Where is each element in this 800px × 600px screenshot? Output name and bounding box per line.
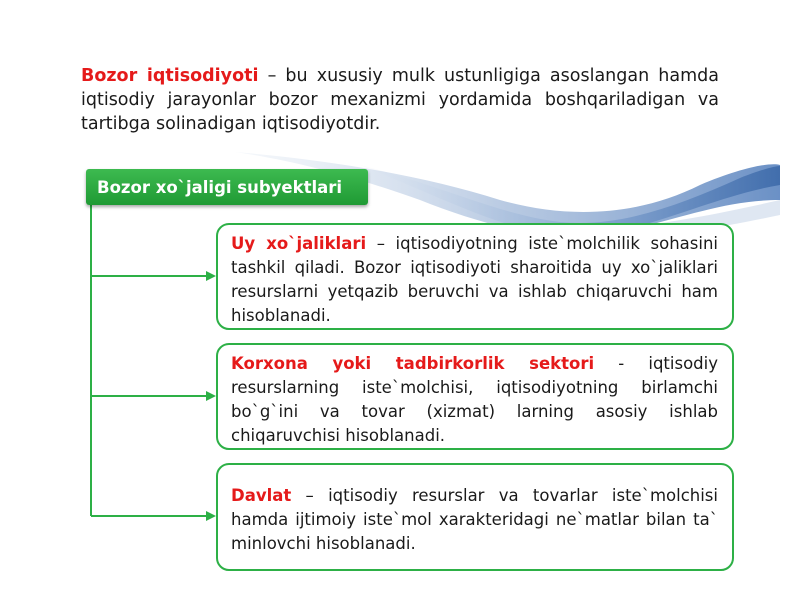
- arrow-head-3: [206, 511, 216, 521]
- household-description: – iqtisodiyotning iste`molchilik sohasini tashkil qiladi. Bozor iqtisodiyoti sharoitida uy xo`jaliklari resurslarni yetqazib beruvchi va ishlab chiqaruvchi ham hisoblanadi.: [231, 234, 718, 325]
- subjects-header-label: Bozor xo`jaligi subyektlari: [97, 177, 343, 197]
- household-box: [216, 223, 734, 330]
- enterprise-box: [216, 343, 734, 450]
- enterprise-text: [231, 352, 718, 448]
- enterprise-term: Korxona yoki tadbirkorlik sektori: [231, 354, 595, 373]
- subjects-header: [86, 169, 368, 205]
- arrow-head-2: [206, 391, 216, 401]
- household-term: Uy xo`jaliklari: [231, 234, 367, 253]
- state-text: [231, 484, 718, 556]
- household-text: [231, 232, 718, 328]
- state-box: [216, 463, 734, 571]
- intro-text: – bu xususiy mulk ustunligiga asoslangan hamda iqtisodiy jarayonlar bozor mexanizmi yordamida boshqariladigan va tartibga solinadigan iqtisodiyotdir.: [81, 66, 719, 134]
- enterprise-description: - iqtisodiy resurslarning iste`molchisi, iqtisodiyotning birlamchi bo`g`ini va tovar (xizmat) larning asosiy ishlab chiqaruvchisi hisoblanadi.: [231, 354, 718, 445]
- state-description: – iqtisodiy resurslar va tovarlar iste`molchisi hamda ijtimoiy iste`mol xarakteridagi ne`matlar bilan ta` minlovchi hisoblanadi.: [231, 486, 718, 553]
- arrow-head-1: [206, 271, 216, 281]
- intro-term: Bozor iqtisodiyoti: [81, 66, 259, 86]
- state-term: Davlat: [231, 486, 292, 505]
